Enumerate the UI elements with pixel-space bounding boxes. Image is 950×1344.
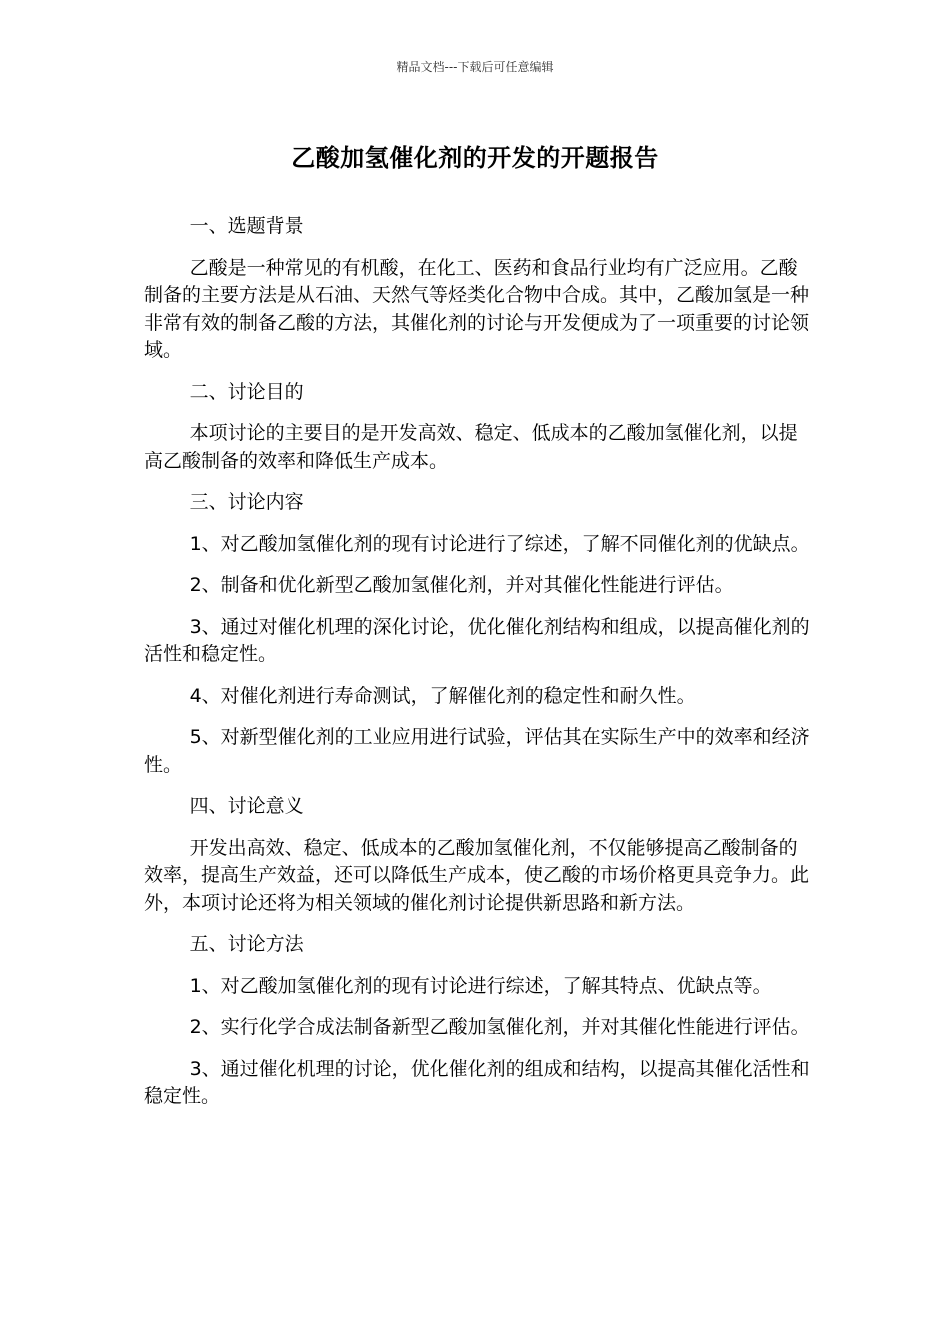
list-item: 1、对乙酸加氢催化剂的现有讨论进行了综述，了解不同催化剂的优缺点。: [189, 532, 810, 555]
list-item: 2、制备和优化新型乙酸加氢催化剂，并对其催化性能进行评估。: [189, 574, 734, 596]
paragraph: 乙酸是一种常见的有机酸，在化工、医药和食品行业均有广泛应用。乙酸制备的主要方法是从石油、天然气等烃类化合物中合成。其中，乙酸加氢是一种非常有效的制备乙酸的方法，其催化剂的讨论与开发便成为了一项重要的讨论领域。: [144, 256, 810, 361]
document-title: 乙酸加氢催化剂的开发的开题报告: [291, 144, 659, 172]
paragraph: 开发出高效、稳定、低成本的乙酸加氢催化剂，不仅能够提高乙酸制备的效率，提高生产效益，还可以降低生产成本，使乙酸的市场价格更具竞争力。此外，本项讨论还将为相关领域的催化剂讨论提供新思路和新方法。: [144, 836, 810, 914]
paragraph: 本项讨论的主要目的是开发高效、稳定、低成本的乙酸加氢催化剂，以提高乙酸制备的效率和降低生产成本。: [144, 422, 798, 472]
section-heading: 二、讨论目的: [189, 380, 304, 403]
list-item: 3、通过对催化机理的深化讨论，优化催化剂结构和组成，以提高催化剂的活性和稳定性。: [144, 615, 810, 665]
section-heading: 三、讨论内容: [189, 491, 304, 513]
section-heading: 一、选题背景: [189, 215, 304, 237]
list-item: 2、实行化学合成法制备新型乙酸加氢催化剂，并对其催化性能进行评估。: [189, 1016, 810, 1038]
document-body: [144, 213, 812, 1125]
list-item: 5、对新型催化剂的工业应用进行试验，评估其在实际生产中的效率和经济性。: [144, 726, 810, 776]
section-heading: 五、讨论方法: [189, 933, 304, 955]
list-item: 1、对乙酸加氢催化剂的现有讨论进行综述，了解其特点、优缺点等。: [189, 974, 772, 997]
header-note: 精品文档---下载后可任意编辑: [396, 60, 554, 74]
list-item: 4、对催化剂进行寿命测试，了解催化剂的稳定性和耐久性。: [189, 684, 696, 707]
list-item: 3、通过催化机理的讨论，优化催化剂的组成和结构，以提高其催化活性和稳定性。: [144, 1057, 810, 1107]
section-heading: 四、讨论意义: [189, 795, 304, 817]
